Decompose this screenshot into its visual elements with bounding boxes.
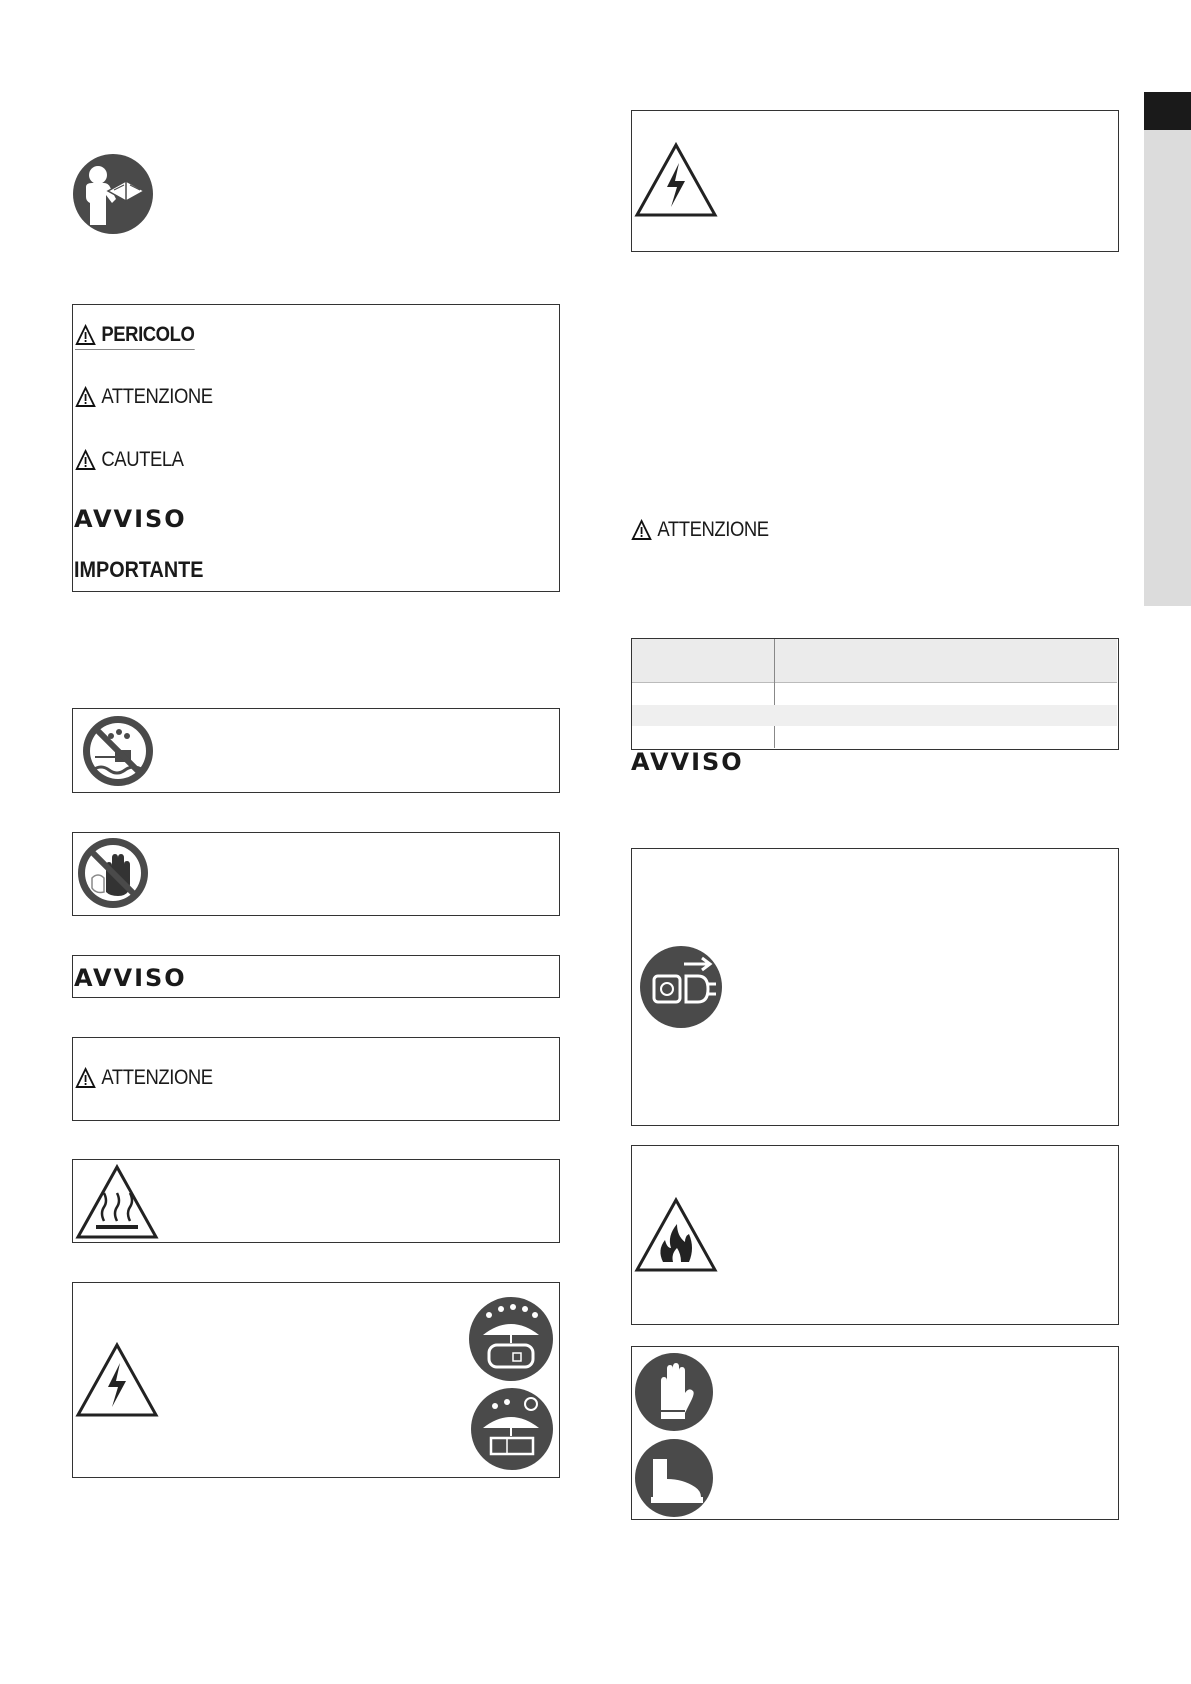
warning-triangle-icon <box>631 519 652 541</box>
signal-attenzione <box>75 1066 213 1090</box>
attenzione-label: ATTENZIONE <box>101 1066 213 1089</box>
avviso-label: AVVISO <box>74 964 187 992</box>
signal-words-box <box>72 304 560 592</box>
warning-triangle-icon <box>75 1067 96 1089</box>
signal-attenzione <box>631 518 769 542</box>
unplug-icon <box>640 946 722 1028</box>
cautela-label: CAUTELA <box>101 448 184 471</box>
electric-shock-icon <box>633 141 719 219</box>
do-not-touch-box <box>72 832 560 916</box>
gloves-icon <box>635 1353 713 1431</box>
read-manual-icon <box>72 153 154 235</box>
warning-triangle-icon <box>75 324 96 346</box>
attenzione-box <box>72 1037 560 1121</box>
hot-surface-icon <box>74 1163 160 1241</box>
signal-cautela <box>75 448 184 472</box>
attenzione-label: ATTENZIONE <box>101 385 213 408</box>
section-tab-active <box>1144 92 1191 130</box>
electric-weather-box <box>72 1282 560 1478</box>
pericolo-label: PERICOLO <box>101 323 195 346</box>
signal-avviso: AVVISO <box>74 505 187 533</box>
warning-triangle-icon <box>75 386 96 408</box>
table-column-divider <box>774 639 775 748</box>
safety-boots-icon <box>635 1439 713 1517</box>
signal-pericolo <box>75 323 194 350</box>
do-not-touch-icon <box>76 836 150 910</box>
warning-triangle-icon <box>75 449 96 471</box>
unplug-box <box>631 848 1119 1126</box>
signal-avviso: AVVISO <box>631 748 744 776</box>
spec-table <box>631 638 1119 750</box>
avviso-box <box>72 955 560 998</box>
attenzione-label: ATTENZIONE <box>657 518 769 541</box>
no-water-spray-icon <box>81 714 155 788</box>
electric-shock-box <box>631 110 1119 252</box>
no-sun-humidity-icon <box>471 1388 553 1470</box>
electric-shock-icon <box>74 1341 160 1419</box>
ppe-box <box>631 1346 1119 1520</box>
signal-importante: IMPORTANTE <box>74 557 204 582</box>
fire-hazard-box <box>631 1145 1119 1325</box>
no-rain-icon <box>469 1297 553 1381</box>
hot-surface-box <box>72 1159 560 1243</box>
table-header <box>632 639 1117 683</box>
no-water-box <box>72 708 560 793</box>
section-tab-bar <box>1144 130 1191 606</box>
table-row <box>632 705 1117 726</box>
signal-attenzione <box>75 385 213 409</box>
fire-hazard-icon <box>633 1196 719 1274</box>
